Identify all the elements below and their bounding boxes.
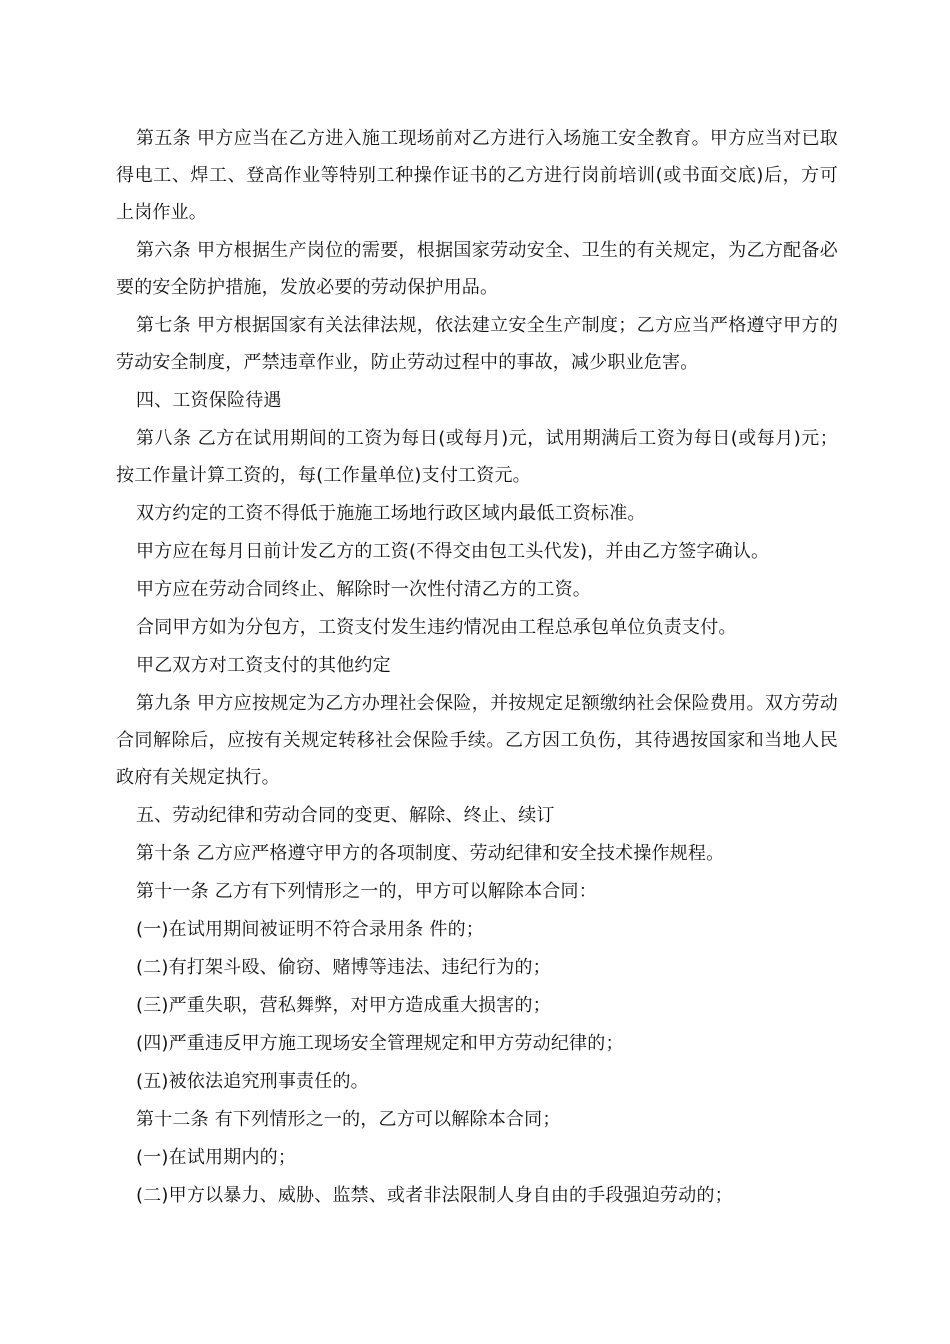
article-11-item-5: (五)被依法追究刑事责任的。 [136, 1071, 369, 1092]
article-10-paragraph: 第十条 乙方应严格遵守甲方的各项制度、劳动纪律和安全技术操作规程。 [136, 843, 725, 864]
minimum-wage-paragraph: 双方约定的工资不得低于施施工场地行政区域内最低工资标准。 [136, 503, 646, 524]
article-11-item-4: (四)严重违反甲方施工现场安全管理规定和甲方劳动纪律的； [136, 1033, 624, 1054]
article-9-paragraph: 第九条 甲方应按规定为乙方办理社会保险，并按规定足额缴纳社会保险费用。双方劳动合同解除后，应按有关规定转移社会保险手续。乙方因工负伤，其待遇按国家和当地人民政府有关规定执行。 [116, 693, 838, 788]
subcontractor-wage-paragraph: 合同甲方如为分包方，工资支付发生违约情况由工程总承包单位负责支付。 [136, 617, 737, 638]
article-8-paragraph: 第八条 乙方在试用期间的工资为每日(或每月)元，试用期满后工资为每日(或每月)元；按工作量计算工资的，每(工作量单位)支付工资元。 [116, 428, 838, 486]
article-11-item-1: (一)在试用期间被证明不符合录用条 件的； [136, 919, 484, 940]
final-wage-paragraph: 甲方应在劳动合同终止、解除时一次性付清乙方的工资。 [136, 579, 591, 600]
article-11-paragraph: 第十一条 乙方有下列情形之一的，甲方可以解除本合同： [136, 881, 597, 902]
article-11-item-2: (二)有打架斗殴、偷窃、赌博等违法、违纪行为的； [136, 957, 551, 978]
article-12-item-1: (一)在试用期内的； [136, 1147, 297, 1168]
monthly-wage-paragraph: 甲方应在每月日前计发乙方的工资(不得交由包工头代发)，并由乙方签字确认。 [136, 541, 770, 562]
section-5-heading: 五、劳动纪律和劳动合同的变更、解除、终止、续订 [136, 805, 555, 826]
section-4-heading: 四、工资保险待遇 [136, 390, 282, 411]
article-12-item-2: (二)甲方以暴力、威胁、监禁、或者非法限制人身自由的手段强迫劳动的； [136, 1185, 733, 1206]
article-6-paragraph: 第六条 甲方根据生产岗位的需要，根据国家劳动安全、卫生的有关规定，为乙方配备必要的安全防护措施，发放必要的劳动保护用品。 [116, 240, 838, 298]
article-5-paragraph: 第五条 甲方应当在乙方进入施工现场前对乙方进行入场施工安全教育。甲方应当对已取得电工、焊工、登高作业等特别工种操作证书的乙方进行岗前培训(或书面交底)后，方可上岗作业。 [116, 128, 838, 223]
article-7-paragraph: 第七条 甲方根据国家有关法律法规，依法建立安全生产制度；乙方应当严格遵守甲方的劳动安全制度，严禁违章作业，防止劳动过程中的事故，减少职业危害。 [116, 315, 838, 373]
article-12-paragraph: 第十二条 有下列情形之一的，乙方可以解除本合同； [136, 1109, 561, 1130]
other-wage-agreement-paragraph: 甲乙双方对工资支付的其他约定 [136, 655, 391, 676]
article-11-item-3: (三)严重失职，营私舞弊，对甲方造成重大损害的； [136, 995, 551, 1016]
document-body [116, 120, 838, 1215]
